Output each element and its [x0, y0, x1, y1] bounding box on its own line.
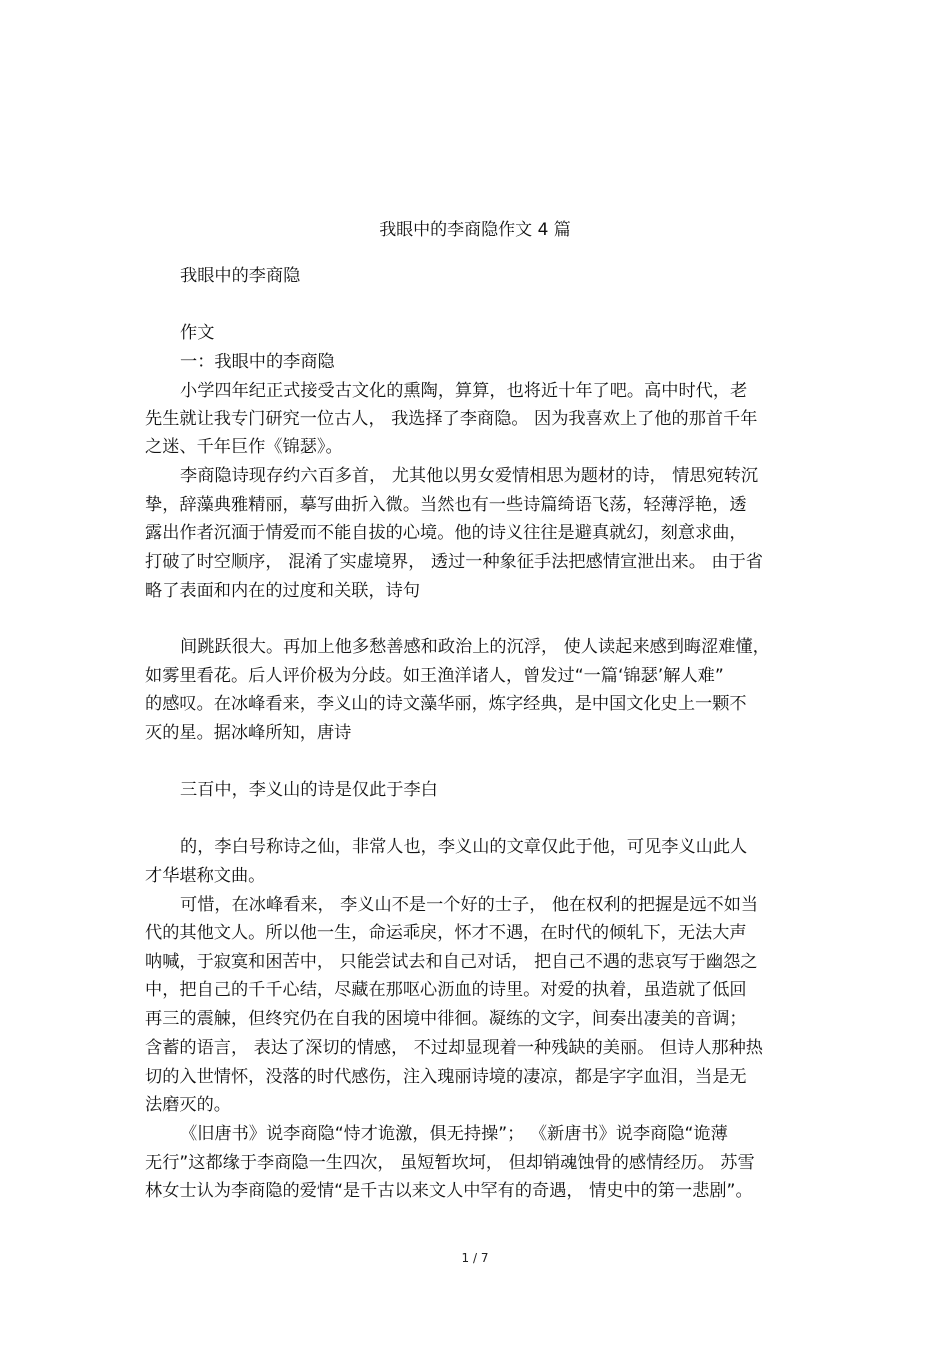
text-line: 中，把自己的千千心结，尽藏在那呕心沥血的诗里。对爱的执着，虽造就了低回 — [145, 980, 747, 1000]
text-line: 林女士认为李商隐的爱情“是千古以来文人中罕有的奇遇， 情史中的第一悲剧”。 — [145, 1181, 753, 1201]
text-line: 可惜，在冰峰看来， 李义山不是一个好的士子， 他在权利的把握是远不如当 — [180, 895, 759, 915]
text-line: 三百中，李义山的诗是仅此于李白 — [180, 780, 438, 800]
text-line: 如雾里看花。后人评价极为分歧。如王渔洋诸人，曾发过“一篇‘锦瑟’解人难” — [145, 666, 724, 686]
text-line: 露出作者沉湎于情爱而不能自拔的心境。他的诗义往往是避真就幻，刻意求曲， — [145, 523, 747, 543]
text-line: 才华堪称文曲。 — [145, 866, 266, 886]
text-line: 呐喊，于寂寞和困苦中， 只能尝试去和自己对话， 把自己不遇的悲哀写于幽怨之 — [145, 952, 758, 972]
text-line: 的感叹。在冰峰看来，李义山的诗文藻华丽，炼字经典，是中国文化史上一颗不 — [145, 694, 747, 714]
text-line: 再三的震觫，但终究仍在自我的困境中徘徊。凝练的文字，间奏出凄美的音调； — [145, 1009, 747, 1029]
document-title: 我眼中的李商隐作文 4 篇 — [379, 220, 571, 240]
text-line: 的，李白号称诗之仙，非常人也，李义山的文章仅此于他，可见李义山此人 — [180, 837, 748, 857]
text-line: 之迷、千年巨作《锦瑟》。 — [145, 437, 343, 457]
text-line: 李商隐诗现存约六百多首， 尤其他以男女爱情相思为题材的诗， 情思宛转沉 — [180, 466, 759, 486]
text-line: 打破了时空顺序， 混淆了实虚境界， 透过一种象征手法把感情宣泄出来。 由于省 — [145, 552, 763, 572]
text-line: 灭的星。据冰峰所知，唐诗 — [145, 723, 352, 743]
text-line: 间跳跃很大。再加上他多愁善感和政治上的沉浮， 使人读起来感到晦涩难懂， — [180, 637, 770, 657]
text-line: 《旧唐书》说李商隐“恃才诡激，俱无持操”； 《新唐书》说李商隐“诡薄 — [180, 1124, 728, 1144]
subtitle: 我眼中的李商隐 — [180, 266, 301, 286]
text-line: 法磨灭的。 — [145, 1095, 231, 1115]
text-line: 含蓄的语言， 表达了深切的情感， 不过却显现着一种残缺的美丽。 但诗人那种热 — [145, 1038, 763, 1058]
text-line: 略了表面和内在的过度和关联，诗句 — [145, 581, 421, 601]
text-line: 切的入世情怀，没落的时代感伤，注入瑰丽诗境的凄凉，都是字字血泪，当是无 — [145, 1067, 747, 1087]
text-line: 小学四年纪正式接受古文化的熏陶，算算，也将近十年了吧。高中时代，老 — [180, 381, 748, 401]
text-line: 挚，辞藻典雅精丽，摹写曲折入微。当然也有一些诗篇绮语飞荡，轻薄浮艳，透 — [145, 495, 747, 515]
section-label: 作文 — [180, 323, 215, 343]
text-line: 代的其他文人。所以他一生，命运乖戾，怀才不遇，在时代的倾轧下，无法大声 — [145, 923, 747, 943]
text-line: 先生就让我专门研究一位古人， 我选择了李商隐。 因为我喜欢上了他的那首千年 — [145, 409, 758, 429]
page-number: 1 / 7 — [461, 1251, 489, 1265]
text-line: 无行”这都缘于李商隐一生四次， 虽短暂坎坷， 但却销魂蚀骨的感情经历。 苏雪 — [145, 1153, 755, 1173]
section-heading: 一：我眼中的李商隐 — [180, 352, 335, 372]
